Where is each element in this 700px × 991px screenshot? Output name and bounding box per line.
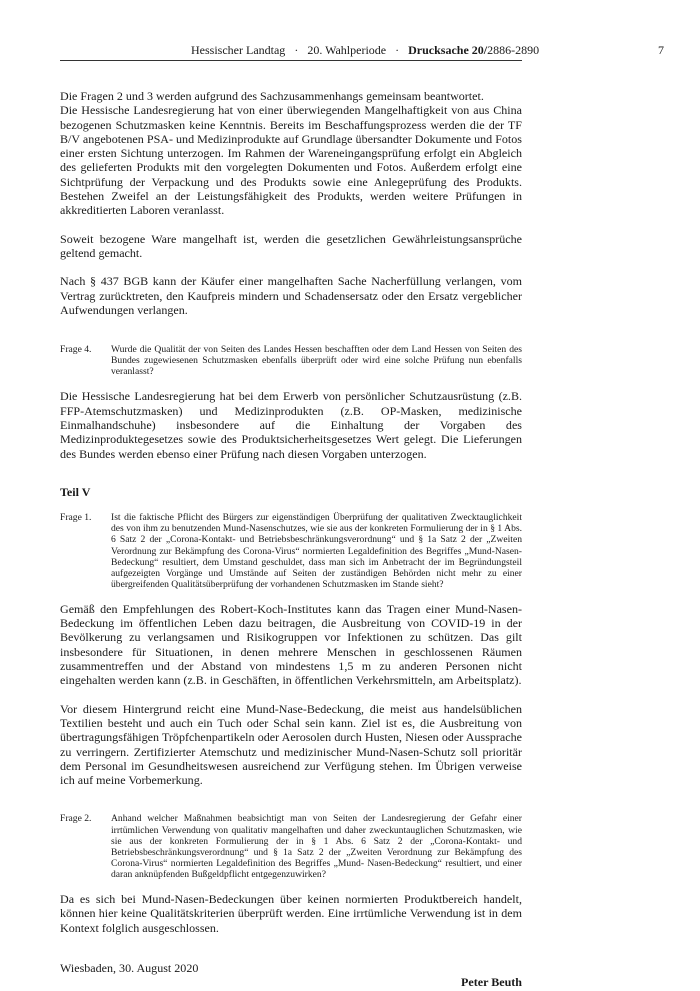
paragraph-8: Da es sich bei Mund-Nasen-Bedeckungen über keinen normierten Produktbereich handelt, können hier keine Qualitätskriterien überprüft werden. Eine irrtümliche Verwendung ist in dem Kontext folglich ausgeschlossen.	[60, 892, 522, 935]
question-1	[60, 512, 522, 590]
header-period: 20. Wahlperiode	[307, 43, 387, 57]
paragraph-6: Gemäß den Empfehlungen des Robert-Koch-Institutes kann das Tragen einer Mund-Nasen-Bedeckung im öffentlichen Leben dazu beitragen, die Ausbreitung von COVID-19 in der Bevölkerung zu verlangsamen und Risikogruppen vor Infektionen zu schützen. Das gilt insbesondere für Situationen, in denen mehrere Menschen in geschlossenen Räumen zusammentreffen und der Abstand von mindestens 1,5 m zu anderen Personen nicht eingehalten werden kann (z.B. in Geschäften, in öffentlichen Verkehrsmitteln, am Arbeitsplatz).	[60, 601, 522, 688]
question-1-label: Frage 1.	[60, 512, 92, 524]
question-2-text: Anhand welcher Maßnahmen beabsichtigt man von Seiten der Landesregierung der Gefahr einer irrtümlichen Verwendung von qualitativ mangelhaften und daher zweckuntauglichen Schutzmasken, wie sie aus der konkreten Formulierung der in § 1 Abs. 6 Satz 2 der „Corona-Kontakt- und Betriebsbeschränkungsverordnung“ und § 1a Satz 2 der „Zweiten Verordnung zur Bekämpfung des Corona-Virus“ normierten Legaldefinition des Begriffes „Mund- Nasen-Bedeckung“ resultiert, und einer daran anknüpfenden Bußgeldpflicht entgegenzuwirken?	[111, 813, 522, 880]
paragraph-5: Die Hessische Landesregierung hat bei dem Erwerb von persönlicher Schutzausrüstung (z.B. FFP-Atemschutzmasken) und Medizinprodukten (z.B. OP-Masken, medizinische Einmalhandschuhe) insbesondere auf die Einhaltung der Vorgaben des Medizinproduktegesetzes sowie des Produktsicherheitsgesetzes Wert gelegt. Die Lieferungen des Bundes werden ebenso einer Prüfung nach diesen Vorgaben unterzogen.	[60, 389, 522, 461]
paragraph-7: Vor diesem Hintergrund reicht eine Mund-Nase-Bedeckung, die meist aus handelsüblichen Textilien besteht und auch ein Tuch oder Schal sein kann. Ziel ist es, die Ausbreitung von übertragungsfähigen Tröpfchenpartikeln oder Aerosolen durch Husten, Niesen oder Aussprache zu verringern. Zertifizierter Atemschutz und medizinischer Mund-Nasen-Schutz soll prioritär dem Personal im Gesundheitswesen ausreichend zur Verfügung stehen. Im Übrigen verweise ich auf meine Vorbemerkung.	[60, 701, 522, 788]
paragraph-4: Nach § 437 BGB kann der Käufer einer mangelhaften Sache Nacherfüllung verlangen, vom Vertrag zurücktreten, den Kaufpreis mindern und Schadensersatz oder den Ersatz vergeblicher Aufwendungen verlangen.	[60, 274, 522, 317]
page-number: 7	[658, 43, 664, 57]
question-2	[60, 813, 522, 880]
header-separator-1: ·	[294, 43, 299, 57]
header-rule	[60, 60, 522, 61]
header-text	[191, 41, 539, 59]
section-heading-teil-v: Teil V	[60, 484, 91, 499]
page-content	[60, 89, 522, 991]
paragraph-3: Soweit bezogene Ware mangelhaft ist, werden die gesetzlichen Gewährleistungsansprüche geltend gemacht.	[60, 231, 522, 260]
signature-name: Peter Beuth	[461, 974, 522, 989]
place-date: Wiesbaden, 30. August 2020	[60, 960, 199, 975]
question-2-label: Frage 2.	[60, 813, 92, 825]
page-header	[60, 41, 664, 59]
header-parliament: Hessischer Landtag	[191, 43, 286, 57]
question-4-text: Wurde die Qualität der von Seiten des Landes Hessen beschafften oder dem Land Hessen von Seiten des Bundes zugewiesenen Schutzmasken ebenfalls überprüft oder wird eine solche Prüfung nun ebenfalls veranlasst?	[111, 344, 522, 378]
question-4	[60, 344, 522, 377]
header-drucksache-label: Drucksache 20/	[408, 43, 488, 57]
paragraph-2: Die Hessische Landesregierung hat von einer überwiegenden Mangelhaftigkeit von aus China bezogenen Schutzmasken keine Kenntnis. Bereits im Beschaffungsprozess werden die der TF B/V angebotenen PSA- und Medizinprodukte auf Grundlage übersandter Dokumente und Fotos einer ersten Sichtung unterzogen. Im Rahmen der Wareneingangsprüfung erfolgt ein Abgleich des gelieferten Produkts mit den vorgelegten Dokumenten und Fotos. Außerdem erfolgt eine Sichtprüfung der Verpackung und des Produkts sowie eine Anlegeprüfung des Produkts. Bestehen Zweifel an der Leistungsfähigkeit des Produkts, werden weitere Prüfungen in akkreditierten Laboren veranlasst.	[60, 103, 522, 218]
header-separator-2: ·	[395, 43, 400, 57]
paragraph-1: Die Fragen 2 und 3 werden aufgrund des Sachzusammenhangs gemeinsam beantwortet.	[60, 89, 484, 103]
question-4-label: Frage 4.	[60, 344, 92, 356]
question-1-text: Ist die faktische Pflicht des Bürgers zur eigenständigen Überprüfung der qualitativen Zwecktauglichkeit des von ihm zu benutzenden Mund-Nasenschutzes, wie sie aus der konkreten Formulierung der in § 1 Abs. 6 Satz 2 der „Corona-Kontakt- und Betriebsbeschränkungsverordnung“ und § 1a Satz 2 der „Zweiten Verordnung zur Bekämpfung des Corona-Virus“ normierten Legaldefinition des Begriffes „Mund-Nasen-Bedeckung“ resultiert, dem Umstand geschuldet, dass man sich im Anbetracht der im Begründungsteil aufgezeigten Vorgänge und Umstände auf Seiten der zuständigen Behörden nicht mehr zu einer übergreifenden Qualitätsüberprüfung der vorhandenen Schutzmasken im Stande sieht?	[111, 512, 522, 590]
header-drucksache-range: 2886-2890	[487, 43, 540, 57]
closing-block	[60, 961, 522, 991]
